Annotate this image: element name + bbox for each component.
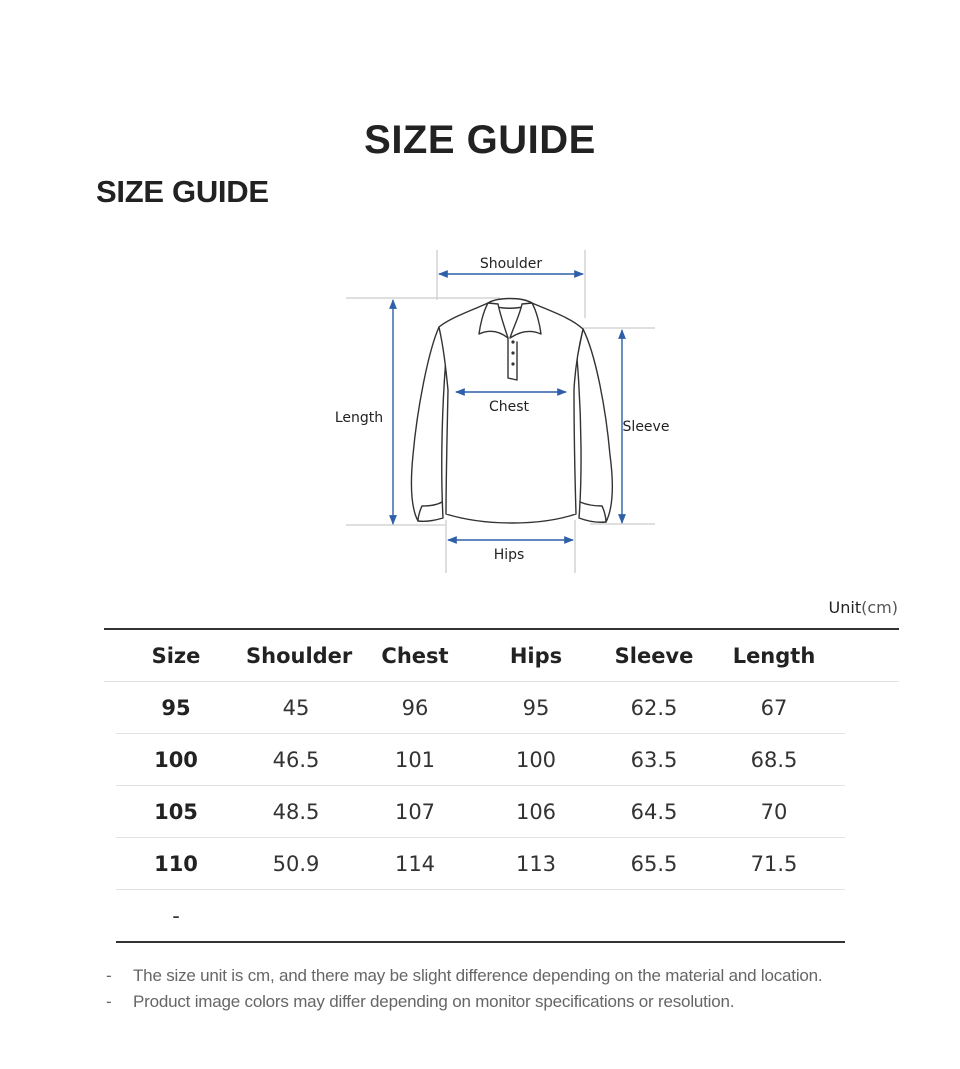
cell-chest: 114 (394, 852, 436, 876)
col-sleeve: Sleeve (614, 644, 694, 668)
cell-size: - (172, 904, 180, 928)
col-hips: Hips (509, 644, 563, 668)
table-header-row (104, 630, 899, 682)
note-text: The size unit is cm, and there may be slight difference depending on the material and location. (133, 966, 823, 985)
cell-size: 100 (154, 748, 198, 772)
cell-size: 105 (154, 800, 198, 824)
cell-length: 67 (760, 696, 788, 720)
table-row (104, 734, 899, 786)
cell-hips: 100 (515, 748, 557, 772)
cell-size: 95 (161, 696, 191, 720)
unit-value: (cm) (861, 598, 898, 617)
cell-chest: 107 (394, 800, 436, 824)
cell-hips: 95 (522, 696, 550, 720)
cell-sleeve: 63.5 (630, 748, 678, 772)
col-chest: Chest (381, 644, 449, 668)
garment-measurement-diagram (0, 240, 960, 580)
label-hips: Hips (493, 547, 525, 563)
label-chest: Chest (488, 399, 530, 415)
cell-chest: 101 (394, 748, 436, 772)
table-bottom-rule (116, 941, 845, 943)
col-shoulder: Shoulder (246, 644, 353, 668)
cell-hips: 106 (515, 800, 557, 824)
cell-sleeve (604, 890, 704, 942)
cell-sleeve: 64.5 (630, 800, 678, 824)
cell-sleeve: 62.5 (630, 696, 678, 720)
table-row (104, 682, 899, 734)
label-shoulder: Shoulder (479, 256, 543, 272)
cell-chest: 96 (401, 696, 429, 720)
cell-length: 71.5 (750, 852, 798, 876)
cell-sleeve: 65.5 (630, 852, 678, 876)
cell-hips (486, 890, 586, 942)
col-length: Length (732, 644, 816, 668)
note-dash: - (106, 992, 112, 1011)
label-sleeve: Sleeve (622, 419, 670, 435)
cell-chest (365, 890, 465, 942)
cell-shoulder: 45 (282, 696, 310, 720)
col-size: Size (151, 644, 201, 668)
unit-text: Unit (828, 598, 862, 617)
unit-label (829, 598, 898, 617)
cell-length: 68.5 (750, 748, 798, 772)
cell-size: 110 (154, 852, 198, 876)
note-dash: - (106, 966, 112, 985)
cell-length (724, 890, 824, 942)
table-row (104, 838, 899, 890)
cell-length: 70 (760, 800, 788, 824)
note-text: Product image colors may differ depending on monitor specifications or resolution. (133, 992, 735, 1011)
cell-hips: 113 (515, 852, 557, 876)
page-title: SIZE GUIDE (364, 118, 596, 162)
cell-shoulder: 48.5 (272, 800, 320, 824)
table-row (104, 890, 899, 942)
table-row (104, 786, 899, 838)
section-title: SIZE GUIDE (96, 174, 269, 209)
label-length: Length (334, 410, 384, 426)
cell-shoulder (246, 890, 346, 942)
cell-shoulder: 50.9 (272, 852, 320, 876)
cell-shoulder: 46.5 (272, 748, 320, 772)
